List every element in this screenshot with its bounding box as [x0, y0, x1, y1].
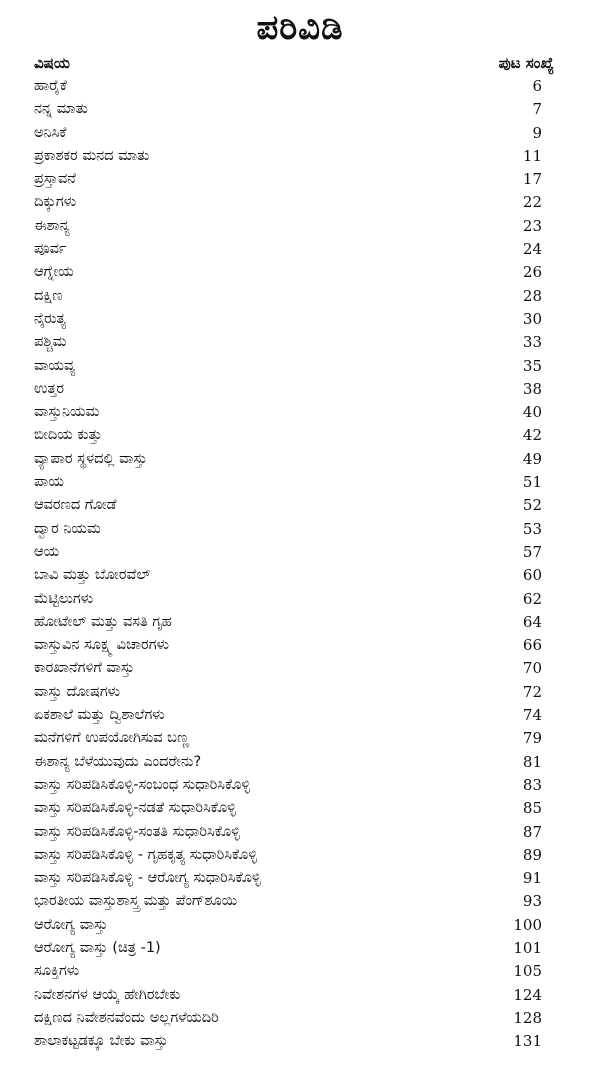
toc-entry — [34, 424, 542, 447]
toc-entry — [34, 401, 542, 424]
toc-entry-page-number: 57 — [522, 542, 542, 561]
toc-entry — [34, 494, 542, 517]
toc-entry — [34, 378, 542, 401]
toc-entry — [34, 75, 542, 98]
toc-entry — [34, 98, 542, 121]
toc-entry — [34, 984, 542, 1007]
toc-entry-title: ಆರೋಗ್ಯ ವಾಸ್ತು — [34, 916, 108, 933]
toc-entry — [34, 238, 542, 261]
toc-entry — [34, 1030, 542, 1053]
toc-entry-title: ಮನೆಗಳಿಗೆ ಉಪಯೋಗಿಸುವ ಬಣ್ಣ — [34, 730, 190, 747]
toc-entry-title: ಪ್ರಸ್ತಾವನೆ — [34, 171, 76, 188]
toc-entry-page-number: 81 — [522, 752, 542, 771]
toc-entry-title: ಪಾಯ — [34, 474, 64, 491]
toc-entry-title: ದ್ವಾರ ನಿಯಮ — [34, 520, 101, 537]
toc-entry-title: ಸೂಕ್ತಿಗಳು — [34, 963, 80, 980]
toc-entry — [34, 308, 542, 331]
toc-entry — [34, 774, 542, 797]
toc-entry-title: ಕಾರಖಾನೆಗಳಿಗೆ ವಾಸ್ತು — [34, 660, 135, 677]
toc-entry-title: ವಾಸ್ತುವಿನ ಸೂಕ್ಷ್ಮ ವಿಚಾರಗಳು — [34, 637, 170, 654]
toc-entry-page-number: 105 — [513, 962, 542, 981]
toc-entry — [34, 191, 542, 214]
toc-entry — [34, 331, 542, 354]
toc-entry — [34, 541, 542, 564]
toc-entry-page-number: 11 — [522, 146, 542, 165]
toc-entry — [34, 937, 542, 960]
toc-entry-title: ಆಗ್ನೇಯ — [34, 264, 74, 281]
toc-entry — [34, 681, 542, 704]
toc-entry-title: ದಿಕ್ಕುಗಳು — [34, 194, 77, 211]
toc-entry — [34, 914, 542, 937]
toc-entry-page-number: 9 — [532, 123, 542, 142]
toc-entry-page-number: 26 — [522, 263, 542, 282]
toc-entry-title: ಹೋಟೇಲ್ ಮತ್ತು ವಸತಿ ಗೃಹ — [34, 613, 172, 630]
toc-entry — [34, 611, 542, 634]
toc-entry-page-number: 66 — [522, 636, 542, 655]
toc-entry-page-number: 64 — [522, 612, 542, 631]
toc-entry-title: ಈಶಾನ್ಯ ಬೆಳೆಯುವುದು ಎಂದರೇನು? — [34, 753, 202, 770]
toc-entry-page-number: 100 — [513, 915, 542, 934]
toc-entry-title: ನಿವೇಶನಗಳ ಆಯ್ಕೆ ಹೇಗಿರಬೇಕು — [34, 986, 181, 1003]
toc-entry-page-number: 124 — [513, 985, 542, 1004]
toc-entry-title: ವಾಸ್ತು ಸರಿಪಡಿಸಿಕೊಳ್ಳಿ - ಗೃಹಕೃತ್ಯ ಸುಧಾರಿಸಿಕೊಳ್ಳಿ — [34, 846, 258, 863]
toc-entry — [34, 588, 542, 611]
toc-entry-page-number: 51 — [522, 473, 542, 492]
toc-entry — [34, 704, 542, 727]
toc-entry-page-number: 87 — [522, 822, 542, 841]
toc-entry-title: ವಾಸ್ತು ಸರಿಪಡಿಸಿಕೊಳ್ಳಿ-ಸಂತತಿ ಸುಧಾರಿಸಿಕೊಳ್ಳಿ — [34, 823, 240, 840]
toc-entry-title: ವಾಸ್ತು ಸರಿಪಡಿಸಿಕೊಳ್ಳಿ - ಆರೋಗ್ಯ ಸುಧಾರಿಸಿಕೊಳ್ಳಿ — [34, 870, 261, 887]
toc-entry — [34, 355, 542, 378]
toc-entry-page-number: 33 — [522, 333, 542, 352]
toc-entry — [34, 727, 542, 750]
toc-entry-title: ಭಾರತೀಯ ವಾಸ್ತುಶಾಸ್ತ್ರ ಮತ್ತು ಪೆಂಗ್‌ಶೂಯಿ — [34, 893, 238, 910]
toc-entry-title: ಪಶ್ಚಿಮ — [34, 334, 67, 351]
toc-entry-title: ಪೂರ್ವ — [34, 241, 67, 258]
toc-entry-title: ದಕ್ಷಿಣ — [34, 287, 63, 304]
toc-entry-page-number: 40 — [522, 403, 542, 422]
toc-entry-page-number: 24 — [522, 240, 542, 259]
toc-entry-page-number: 6 — [532, 77, 542, 95]
toc-entry — [34, 890, 542, 913]
toc-entry-page-number: 70 — [522, 659, 542, 678]
toc-entry — [34, 145, 542, 168]
toc-entry — [34, 751, 542, 774]
toc-entry-page-number: 52 — [522, 496, 542, 515]
toc-entry-title: ವ್ಯಾಪಾರ ಸ್ಥಳದಲ್ಲಿ ವಾಸ್ತು — [34, 450, 148, 467]
toc-entry — [34, 122, 542, 145]
toc-entry-title: ಶಾಲಾಕಟ್ಟಡಕ್ಕೂ ಬೇಕು ವಾಸ್ತು — [34, 1033, 168, 1050]
toc-entry-page-number: 28 — [522, 286, 542, 305]
toc-entry-title: ಅನಿಸಿಕೆ — [34, 124, 67, 141]
toc-entry-title: ವಾಸ್ತು ಸರಿಪಡಿಸಿಕೊಳ್ಳಿ-ಸಂಬಂಧ ಸುಧಾರಿಸಿಕೊಳ್ಳಿ — [34, 776, 251, 793]
toc-entry — [34, 261, 542, 284]
toc-entry-page-number: 23 — [522, 216, 542, 235]
toc-entry-page-number: 89 — [522, 845, 542, 864]
toc-header — [34, 52, 554, 74]
toc-entry-title: ಈಶಾನ್ಯ — [34, 217, 70, 234]
toc-entry-page-number: 74 — [522, 706, 542, 725]
toc-entry-page-number: 22 — [522, 193, 542, 212]
toc-entry-page-number: 72 — [522, 682, 542, 701]
toc-entry-title: ಮೆಟ್ಟಿಲುಗಳು — [34, 590, 94, 607]
toc-entry-title: ಆಯ — [34, 543, 60, 560]
toc-entry-page-number: 42 — [522, 426, 542, 445]
toc-entry — [34, 564, 542, 587]
toc-entry-title: ಬಾವಿ ಮತ್ತು ಬೋರವೆಲ್ — [34, 567, 151, 584]
page-number-column-header: ಪುಟ ಸಂಖ್ಯೆ — [498, 54, 554, 72]
toc-entry-page-number: 79 — [522, 729, 542, 748]
toc-entry-title: ವಾಸ್ತುನಿಯಮ — [34, 404, 100, 421]
toc-entry-page-number: 101 — [513, 938, 542, 957]
toc-entry-page-number: 131 — [513, 1032, 542, 1051]
toc-entry-title: ಪ್ರಕಾಶಕರ ಮನದ ಮಾತು — [34, 147, 150, 164]
toc-entry-page-number: 38 — [522, 379, 542, 398]
toc-entry — [34, 215, 542, 238]
toc-entry-title: ವಾಸ್ತು ದೋಷಗಳು — [34, 683, 121, 700]
toc-entry — [34, 168, 542, 191]
toc-entry — [34, 634, 542, 657]
toc-entry-title: ವಾಸ್ತು ಸರಿಪಡಿಸಿಕೊಳ್ಳಿ-ನಡತೆ ಸುಧಾರಿಸಿಕೊಳ್ಳಿ — [34, 800, 236, 817]
toc-entry-title: ಬೀದಿಯ ಕುತ್ತು — [34, 427, 103, 444]
toc-entry-page-number: 35 — [522, 356, 542, 375]
toc-entry-title: ನೈರುತ್ಯ — [34, 310, 67, 327]
toc-entry-title: ನನ್ನ ಮಾತು — [34, 101, 88, 118]
toc-entry-title: ವಾಯವ್ಯ — [34, 357, 76, 374]
toc-list — [34, 75, 542, 1053]
toc-entry — [34, 471, 542, 494]
toc-entry-page-number: 7 — [532, 100, 542, 119]
toc-entry-page-number: 17 — [522, 170, 542, 189]
toc-entry-title: ಹಾರೈಕೆ — [34, 78, 67, 94]
toc-entry-page-number: 83 — [522, 775, 542, 794]
toc-entry-title: ದಕ್ಷಿಣದ ನಿವೇಶನವೆಂದು ಅಲ್ಲಗಳೆಯದಿರಿ — [34, 1009, 219, 1026]
toc-entry-title: ಉತ್ತರ — [34, 380, 65, 397]
toc-entry — [34, 285, 542, 308]
toc-entry — [34, 657, 542, 680]
toc-entry-page-number: 91 — [522, 869, 542, 888]
toc-entry — [34, 1007, 542, 1030]
toc-entry-page-number: 93 — [522, 892, 542, 911]
toc-entry-page-number: 30 — [522, 309, 542, 328]
toc-entry — [34, 797, 542, 820]
toc-entry — [34, 844, 542, 867]
toc-entry — [34, 867, 542, 890]
toc-entry-page-number: 85 — [522, 799, 542, 818]
toc-entry — [34, 448, 542, 471]
toc-entry-title: ಆವರಣದ ಗೋಡೆ — [34, 497, 117, 514]
page-title: ಪರಿವಿಡಿ — [256, 8, 344, 48]
toc-entry-title: ಏಕಶಾಲೆ ಮತ್ತು ದ್ವಿಶಾಲೆಗಳು — [34, 707, 165, 724]
toc-entry-page-number: 60 — [522, 566, 542, 585]
toc-entry-page-number: 128 — [513, 1008, 542, 1027]
toc-entry-page-number: 62 — [522, 589, 542, 608]
toc-entry-title: ಆರೋಗ್ಯ ವಾಸ್ತು (ಚಿತ್ರ -1) — [34, 939, 161, 956]
toc-entry — [34, 821, 542, 844]
toc-entry-page-number: 49 — [522, 449, 542, 468]
toc-entry — [34, 960, 542, 983]
toc-entry — [34, 518, 542, 541]
topic-column-header: ವಿಷಯ — [34, 54, 70, 72]
toc-entry-page-number: 53 — [522, 519, 542, 538]
